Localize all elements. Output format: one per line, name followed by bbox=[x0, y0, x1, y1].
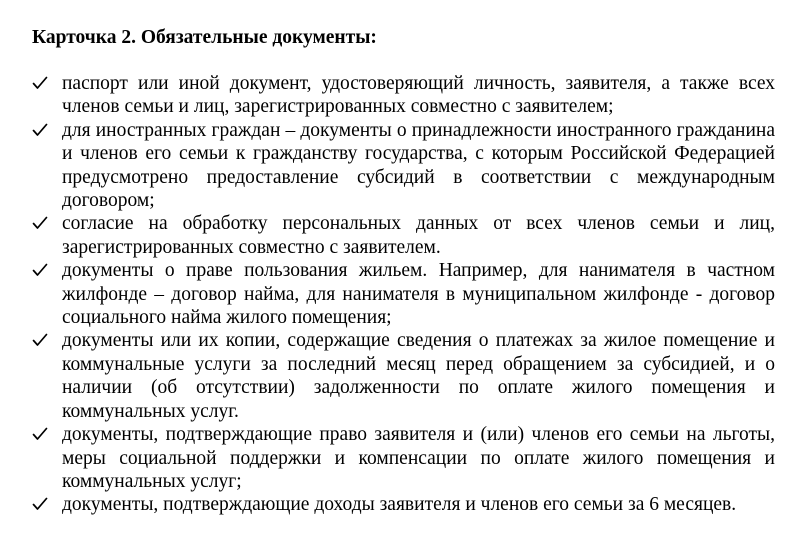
checkmark-icon bbox=[32, 75, 48, 91]
required-documents-list bbox=[32, 72, 775, 517]
checkmark-icon bbox=[32, 332, 48, 348]
checkmark-icon bbox=[32, 426, 48, 442]
list-item bbox=[32, 423, 775, 493]
checkmark-icon bbox=[32, 122, 48, 138]
list-item bbox=[32, 259, 775, 329]
list-item-text: документы или их копии, содержащие сведения о платежах за жилое помещение и коммунальные услуги за последний месяц перед обращением за субсидией, и о наличии (об отсутствии) задолженности по оплате жилого помещения и коммунальных услуг. bbox=[62, 330, 775, 422]
list-item-text: документы, подтверждающие право заявителя и (или) членов его семьи на льготы, меры социальной поддержки и компенсации по оплате жилого помещения и коммунальных услуг; bbox=[62, 424, 775, 492]
list-item bbox=[32, 119, 775, 213]
checkmark-icon bbox=[32, 262, 48, 278]
list-item bbox=[32, 72, 775, 119]
list-item-text: паспорт или иной документ, удостоверяющий личность, заявителя, а также всех членов семьи и лиц, зарегистрированных совместно с заявителем; bbox=[62, 73, 775, 118]
list-item-text: для иностранных граждан – документы о принадлежности иностранного гражданина и членов его семьи к гражданству государства, с которым Российской Федерацией предусмотрено предоставление субсидий в соответствии с международным договором; bbox=[62, 119, 775, 212]
list-item bbox=[32, 212, 775, 259]
list-item-text: согласие на обработку персональных данных от всех членов семьи и лиц, зарегистрированных совместно с заявителем. bbox=[62, 213, 775, 258]
list-item-text: документы, подтверждающие доходы заявителя и членов его семьи за 6 месяцев. bbox=[62, 494, 737, 516]
list-item bbox=[32, 329, 775, 423]
checkmark-icon bbox=[32, 496, 48, 512]
list-item bbox=[32, 493, 775, 516]
card-title: Карточка 2. Обязательные документы: bbox=[32, 27, 377, 48]
list-item-text: документы о праве пользования жильем. Например, для нанимателя в частном жилфонде – договор найма, для нанимателя в муниципальном жилфонде - договор социального найма жилого помещения; bbox=[62, 260, 775, 329]
checkmark-icon bbox=[32, 215, 48, 231]
